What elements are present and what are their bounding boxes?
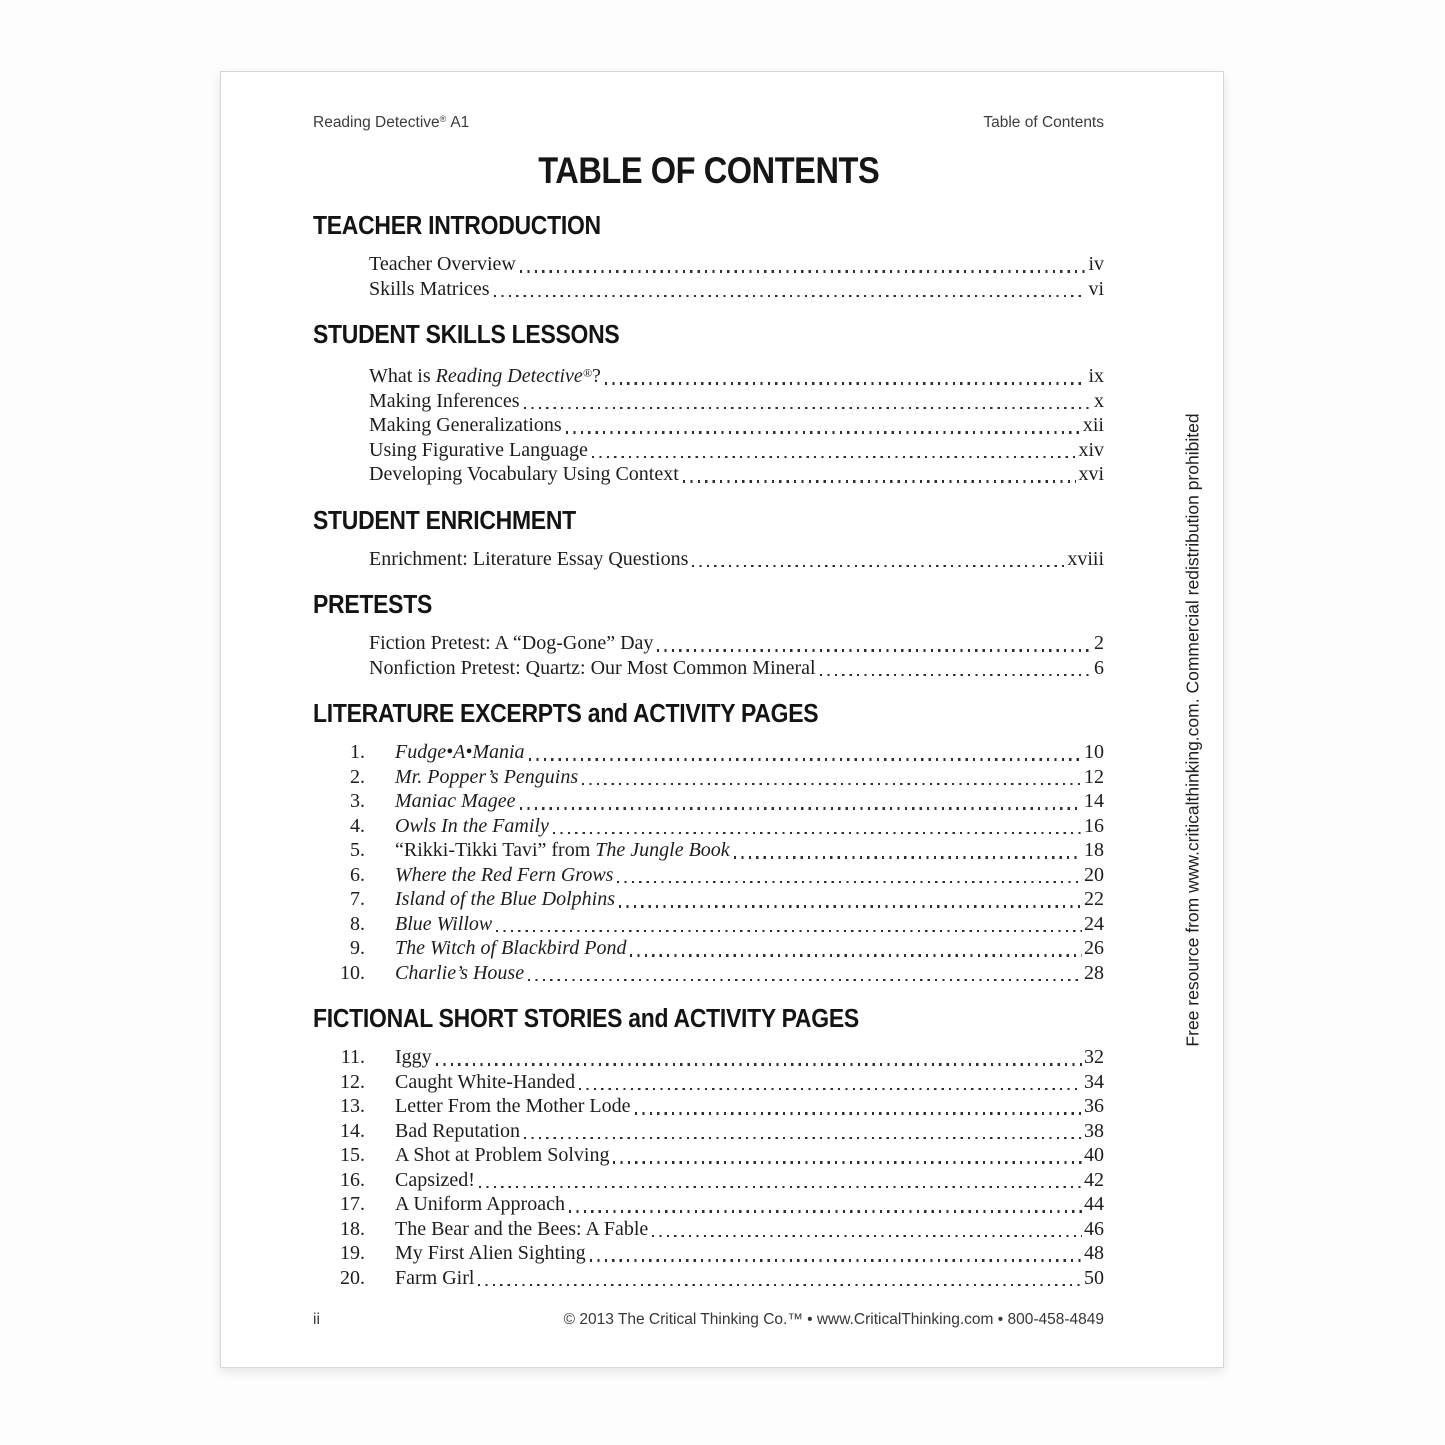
toc-entry-number: 11.: [340, 1046, 365, 1068]
toc-entry-title: [395, 1192, 565, 1217]
toc-entry-title: [395, 1070, 575, 1095]
page-title-text: TABLE OF CONTENTS: [537, 150, 879, 191]
toc-entry-page-number: xii: [1082, 414, 1104, 436]
toc-entry-number: 9.: [350, 937, 365, 959]
toc-entry-page-number: 44: [1084, 1193, 1104, 1215]
toc-entry-page-number: 20: [1084, 863, 1104, 886]
toc-entry: [313, 912, 1104, 937]
page-footer: [313, 1311, 1104, 1329]
folio-page-number: ii: [313, 1311, 320, 1328]
toc-section: [313, 319, 1104, 487]
dot-leader: [652, 1217, 1082, 1242]
dot-leader: [479, 1168, 1082, 1193]
dot-leader: [496, 912, 1082, 937]
toc-entry-page-number: 46: [1084, 1217, 1104, 1240]
toc-entry-number: 18.: [340, 1217, 365, 1240]
registered-mark: ®: [439, 114, 447, 124]
dot-leader: [592, 438, 1077, 463]
toc-entry-title-segment: Using Figurative Language: [369, 438, 588, 461]
toc-entry-title-segment: The Bear and the Bees: A Fable: [395, 1217, 649, 1240]
toc-entry: [313, 1143, 1104, 1168]
toc-entry-title: [369, 631, 653, 656]
dot-leader: [579, 1070, 1082, 1095]
toc-entry-title: [369, 462, 679, 487]
dot-leader: [692, 547, 1065, 572]
section-heading-text: PRETESTS: [313, 591, 432, 619]
toc-entry-title-segment: My First Alien Sighting: [395, 1242, 586, 1264]
toc-entry-page-number: xiv: [1078, 438, 1104, 461]
section-heading-text: STUDENT ENRICHMENT: [313, 506, 576, 535]
toc-entry-page-number: 38: [1084, 1119, 1104, 1142]
toc-entry-title-segment: Nonfiction Pretest: Quartz: Our Most Common Mineral: [369, 656, 816, 679]
toc-entry-title-segment: ®: [582, 366, 592, 380]
section-heading: [313, 319, 1104, 355]
toc-entry-number: 14.: [340, 1119, 365, 1142]
toc-sections: [313, 210, 1104, 1290]
toc-entry: [313, 462, 1104, 487]
toc-entry: [313, 789, 1104, 814]
dot-leader: [524, 1119, 1082, 1144]
toc-entry-number: 13.: [340, 1095, 365, 1117]
toc-entry-title-segment: Caught White-Handed: [395, 1070, 576, 1093]
dot-leader: [520, 789, 1082, 814]
toc-entry-page-number: iv: [1088, 253, 1104, 275]
toc-entry-title-segment: Where the Red Fern Grows: [395, 863, 614, 886]
toc-entry-title-segment: Enrichment: Literature Essay Questions: [369, 547, 689, 570]
dot-leader: [582, 765, 1082, 790]
toc-entry: [313, 1168, 1104, 1193]
toc-entry-title-segment: Reading Detective: [435, 365, 583, 387]
toc-entry-page-number: ix: [1088, 365, 1104, 387]
toc-entry-number: 1.: [350, 741, 365, 763]
dot-leader: [630, 936, 1082, 961]
page-title: [313, 150, 1104, 192]
toc-entry-page-number: xvi: [1078, 463, 1104, 485]
toc-entry-page-number: 42: [1084, 1168, 1104, 1191]
toc-entry: [313, 740, 1104, 765]
dot-leader: [520, 252, 1087, 277]
dot-leader: [478, 1266, 1082, 1291]
toc-entry-number: 19.: [340, 1242, 365, 1264]
section-heading: [313, 505, 1104, 541]
toc-entry-title: [369, 438, 588, 463]
dot-leader: [617, 863, 1082, 888]
toc-section: [313, 210, 1104, 301]
toc-entry-title: [395, 814, 549, 839]
toc-entry-title-segment: Capsized!: [395, 1168, 475, 1191]
running-header-right: Table of Contents: [983, 114, 1104, 131]
dot-leader: [820, 656, 1092, 681]
toc-entry-page-number: 50: [1084, 1266, 1104, 1289]
toc-entry-title: [395, 961, 524, 986]
toc-entry-title-segment: Making Generalizations: [369, 414, 562, 436]
toc-entry: [313, 656, 1104, 681]
toc-entry-title: [395, 765, 578, 790]
toc-entry-title-segment: Owls In the Family: [395, 814, 549, 837]
toc-entry-page-number: x: [1094, 389, 1104, 412]
toc-entry: [313, 1094, 1104, 1119]
dot-leader: [734, 838, 1082, 863]
toc-entry: [313, 277, 1104, 302]
toc-entry-title: [369, 277, 490, 302]
toc-entry: [313, 438, 1104, 463]
toc-entry: [313, 863, 1104, 888]
toc-entry-page-number: 24: [1084, 912, 1104, 935]
toc-entry-title: [395, 863, 613, 888]
dot-leader: [524, 389, 1093, 414]
dot-leader: [494, 277, 1087, 302]
section-heading-text: LITERATURE EXCERPTS and ACTIVITY PAGES: [313, 700, 819, 728]
toc-entry-title: [395, 1119, 520, 1144]
toc-entry: [313, 1192, 1104, 1217]
toc-entry-page-number: 6: [1094, 656, 1104, 679]
toc-entry-number: 2.: [350, 765, 365, 788]
toc-entry-title-segment: Skills Matrices: [369, 277, 490, 300]
toc-entry-title-segment: What is: [369, 365, 436, 387]
toc-entry: [313, 1070, 1104, 1095]
toc-entry-number: 10.: [340, 961, 365, 984]
toc-entry-title-segment: Teacher Overview: [369, 253, 516, 275]
toc-entry: [313, 361, 1104, 389]
running-header: [313, 114, 1104, 132]
document-page: [220, 71, 1224, 1368]
toc-entry: [313, 936, 1104, 961]
toc-entry-title-segment: Island of the Blue Dolphins: [395, 888, 615, 910]
toc-entry: [313, 765, 1104, 790]
toc-entry: [313, 1241, 1104, 1266]
toc-entry-title-segment: “Rikki-Tikki Tavi” from: [395, 839, 596, 861]
toc-entry-title: [395, 912, 492, 937]
section-heading: [313, 1003, 1104, 1039]
toc-entry-title: [395, 887, 615, 912]
toc-entry-page-number: 36: [1084, 1095, 1104, 1117]
toc-entry-title-segment: Charlie’s House: [395, 961, 525, 984]
toc-entry-title: [369, 389, 520, 414]
section-heading-text: TEACHER INTRODUCTION: [313, 212, 601, 240]
toc-section: [313, 589, 1104, 680]
toc-entry-page-number: 32: [1084, 1046, 1104, 1068]
toc-entry-page-number: 2: [1094, 632, 1104, 654]
toc-section: [313, 698, 1104, 985]
copyright-line: © 2013 The Critical Thinking Co.™ • www.CriticalThinking.com • 800-458-4849: [563, 1311, 1104, 1328]
toc-entry-title-segment: Bad Reputation: [395, 1119, 520, 1142]
toc-entry-title-segment: Blue Willow: [395, 912, 493, 935]
toc-entry-title: [395, 1045, 432, 1070]
toc-entry-title: [395, 838, 730, 863]
side-watermark-text: Free resource from www.criticalthinking.com. Commercial redistribution prohibited: [1182, 413, 1203, 1047]
toc-entry-title-segment: The Witch of Blackbird Pond: [395, 937, 627, 959]
toc-entry-title-segment: A Uniform Approach: [395, 1193, 565, 1215]
toc-entry-number: 4.: [350, 814, 365, 837]
toc-entry: [313, 252, 1104, 277]
section-heading: [313, 589, 1104, 625]
toc-entry-title-segment: Maniac Magee: [395, 790, 516, 812]
toc-entry-title-segment: Iggy: [395, 1046, 432, 1068]
toc-entry-title: [395, 1143, 609, 1168]
toc-entry: [313, 1217, 1104, 1242]
toc-entry-number: 12.: [340, 1070, 365, 1093]
toc-entry-page-number: 40: [1084, 1144, 1104, 1166]
section-heading-text: STUDENT SKILLS LESSONS: [313, 321, 620, 349]
dot-leader: [605, 361, 1087, 389]
dot-leader: [613, 1143, 1082, 1168]
dot-leader: [619, 887, 1082, 912]
toc-entry-number: 6.: [350, 863, 365, 886]
toc-entry-page-number: 18: [1084, 839, 1104, 861]
toc-entry-title: [395, 1266, 474, 1291]
section-heading: [313, 698, 1104, 734]
toc-entry: [313, 1119, 1104, 1144]
toc-entry-page-number: 26: [1084, 937, 1104, 959]
toc-entry-page-number: 12: [1084, 765, 1104, 788]
toc-entry-title-segment: ?: [591, 365, 601, 387]
toc-entry-title-segment: Letter From the Mother Lode: [395, 1095, 631, 1117]
toc-entry-page-number: vi: [1088, 277, 1104, 300]
toc-entry: [313, 389, 1104, 414]
toc-entry-title-segment: Fudge•A•Mania: [395, 741, 525, 763]
toc-entry-number: 15.: [340, 1144, 365, 1166]
toc-section: [313, 505, 1104, 572]
section-heading: [313, 210, 1104, 246]
toc-entry-title: [395, 1094, 631, 1119]
toc-entry: [313, 887, 1104, 912]
toc-entry-title-segment: Fiction Pretest: A “Dog-Gone” Day: [369, 632, 654, 654]
dot-leader: [657, 631, 1092, 656]
toc-entry-number: 16.: [340, 1168, 365, 1191]
toc-entry: [313, 838, 1104, 863]
toc-entry-title: [395, 740, 525, 765]
toc-entry-page-number: 14: [1084, 790, 1104, 812]
toc-entry-page-number: 34: [1084, 1070, 1104, 1093]
toc-entry-title-segment: Mr. Popper’s Penguins: [395, 765, 579, 788]
toc-entry-title-segment: Developing Vocabulary Using Context: [369, 463, 679, 485]
toc-entry-title: [395, 789, 516, 814]
toc-entry: [313, 1045, 1104, 1070]
toc-section: [313, 1003, 1104, 1290]
toc-entry-page-number: 16: [1084, 814, 1104, 837]
dot-leader: [529, 740, 1082, 765]
toc-entry-page-number: 22: [1084, 888, 1104, 910]
toc-entry-title: [395, 1168, 475, 1193]
dot-leader: [528, 961, 1082, 986]
dot-leader: [569, 1192, 1082, 1217]
toc-entry: [313, 961, 1104, 986]
dot-leader: [566, 413, 1081, 438]
dot-leader: [436, 1045, 1082, 1070]
dot-leader: [683, 462, 1077, 487]
toc-entry-title-segment: A Shot at Problem Solving: [395, 1144, 610, 1166]
toc-entry: [313, 547, 1104, 572]
toc-entry-title-segment: Making Inferences: [369, 389, 520, 412]
toc-entry-title: [369, 361, 601, 389]
toc-entry-number: 3.: [350, 790, 365, 812]
book-title-text: Reading Detective: [313, 114, 440, 131]
book-level-text: A1: [450, 114, 470, 131]
running-header-left: [313, 114, 469, 132]
toc-entry-title: [369, 656, 816, 681]
toc-entry-number: 7.: [350, 888, 365, 910]
toc-entry-title-segment: Farm Girl: [395, 1266, 475, 1289]
toc-entry-title: [369, 413, 562, 438]
dot-leader: [553, 814, 1082, 839]
toc-entry-title: [395, 1241, 586, 1266]
toc-entry-title: [369, 547, 688, 572]
toc-entry-title: [395, 936, 626, 961]
toc-entry: [313, 1266, 1104, 1291]
toc-entry-page-number: 48: [1084, 1242, 1104, 1264]
toc-entry-number: 17.: [340, 1193, 365, 1215]
toc-entry-page-number: 10: [1084, 741, 1104, 763]
section-heading-text: FICTIONAL SHORT STORIES and ACTIVITY PAGES: [313, 1005, 859, 1033]
toc-entry: [313, 631, 1104, 656]
dot-leader: [590, 1241, 1082, 1266]
toc-entry-page-number: xviii: [1067, 547, 1104, 570]
toc-entry-number: 20.: [340, 1266, 365, 1289]
toc-entry-number: 5.: [350, 839, 365, 861]
toc-entry-number: 8.: [350, 912, 365, 935]
toc-entry-title: [395, 1217, 648, 1242]
toc-entry-title-segment: The Jungle Book: [595, 839, 730, 861]
toc-entry-title: [369, 252, 516, 277]
dot-leader: [635, 1094, 1083, 1119]
toc-entry: [313, 814, 1104, 839]
toc-entry: [313, 413, 1104, 438]
toc-entry-page-number: 28: [1084, 961, 1104, 984]
